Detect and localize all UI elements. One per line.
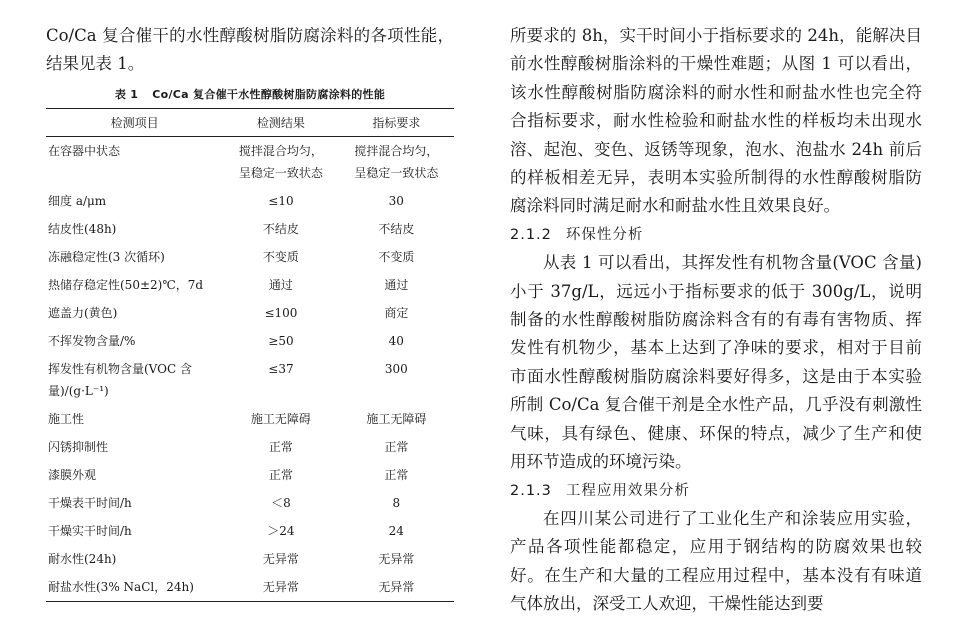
cell-item: 冻融稳定性(3 次循环) xyxy=(48,250,165,264)
cell-result: ≤10 xyxy=(268,194,294,208)
cell-result: ＜8 xyxy=(271,496,291,510)
table-row xyxy=(46,327,454,355)
table-row xyxy=(46,405,454,433)
table-row xyxy=(46,187,454,215)
cell-item: 在容器中状态 xyxy=(48,144,121,158)
table-row xyxy=(46,433,454,461)
cell-result: 不结皮 xyxy=(262,222,299,236)
cell-requirement: 24 xyxy=(388,524,404,538)
paragraph-application: 在四川某公司进行了工业化生产和涂装应用实验，产品各项性能都稳定，应用于钢结构的防腐效果也较好。在生产和大量的工程应用过程中，基本没有有味道气体放出，深受工人欢迎，干燥性能达到要 xyxy=(510,508,922,614)
cell-result: 正常 xyxy=(268,440,293,454)
section-title: 环保性分析 xyxy=(565,226,644,243)
cell-item: 干燥表干时间/h xyxy=(48,496,132,510)
cell-requirement: 通过 xyxy=(384,278,409,292)
cell-result: 正常 xyxy=(268,468,293,482)
table-row xyxy=(46,545,454,573)
cell-requirement: 300 xyxy=(384,362,408,376)
cell-requirement: 无异常 xyxy=(378,552,415,566)
cell-item: 挥发性有机物含量(VOC 含 量)/(g·L⁻¹) xyxy=(48,362,192,398)
cell-requirement: 30 xyxy=(388,194,404,208)
header-item: 检测项目 xyxy=(46,109,223,137)
paragraph-drying-water: 所要求的 8h，实干时间小于指标要求的 24h，能解决目前水性醇酸树脂涂料的干燥性难题；从图 1 可以看出，该水性醇酸树脂防腐涂料的耐水性和耐盐水性也完全符合指标要求，耐水性检验和耐盐水性的样板均未出现水溶、起泡、变色、返锈等现象，泡水、泡盐水 24h 前后的样板相差无异，表明本实验所制得的水性醇酸树脂防腐涂料同时满足耐水和耐盐水性且效果良好。 xyxy=(510,26,922,216)
header-result: 检测结果 xyxy=(223,109,338,137)
intro-paragraph: Co/Ca 复合催干的水性醇酸树脂防腐涂料的各项性能，结果见表 1。 xyxy=(46,26,454,73)
cell-requirement: 正常 xyxy=(384,440,409,454)
left-column xyxy=(46,22,454,602)
table-caption-text: Co/Ca 复合催干水性醇酸树脂防腐涂料的性能 xyxy=(152,88,386,101)
cell-result: ≤37 xyxy=(268,362,294,376)
cell-item: 耐盐水性(3% NaCl，24h) xyxy=(46,573,223,602)
table-row xyxy=(46,137,454,188)
table-row xyxy=(46,243,454,271)
section-heading-environmental xyxy=(510,221,922,249)
table-row xyxy=(46,489,454,517)
cell-requirement: 不结皮 xyxy=(378,222,415,236)
cell-requirement: 无异常 xyxy=(339,573,454,602)
table-caption-number: 表 1 xyxy=(114,88,139,101)
cell-result: ＞24 xyxy=(267,524,295,538)
cell-result: 搅拌混合均匀， 呈稳定一致状态 xyxy=(238,144,323,180)
right-column xyxy=(510,22,922,619)
table-row xyxy=(46,461,454,489)
cell-item: 漆膜外观 xyxy=(48,468,97,482)
section-heading-application xyxy=(510,477,922,505)
cell-requirement: 施工无障碍 xyxy=(366,412,427,426)
table-row xyxy=(46,517,454,545)
cell-item: 热储存稳定性(50±2)℃，7d xyxy=(48,278,204,292)
cell-result: 无异常 xyxy=(223,573,338,602)
cell-item: 不挥发物含量/% xyxy=(48,334,136,348)
cell-requirement: 正常 xyxy=(384,468,409,482)
cell-item: 细度 a/μm xyxy=(48,194,107,208)
table-caption xyxy=(46,86,454,102)
table-row xyxy=(46,299,454,327)
cell-result: 通过 xyxy=(268,278,293,292)
cell-requirement: 8 xyxy=(392,496,401,510)
paragraph-environmental: 从表 1 可以看出，其挥发性有机物含量(VOC 含量)小于 37g/L，远远小于指标要求的低于 300g/L，说明制备的水性醇酸树脂防腐涂料含有的有毒有害物质、挥发性有机物少，基本上达到了净味的要求，相对于目前市面水性醇酸树脂防腐涂料要好得多，这是由于本实验所制 Co/Ca 复合催干剂是全水性产品，几乎没有刺激性气味，具有绿色、健康、环保的特点，减少了生产和使用环节造成的环境污染。 xyxy=(510,253,922,472)
cell-result: 无异常 xyxy=(262,552,299,566)
header-requirement: 指标要求 xyxy=(339,109,454,137)
cell-item: 施工性 xyxy=(48,412,85,426)
cell-item: 遮盖力(黄色) xyxy=(48,306,118,320)
cell-item: 耐水性(24h) xyxy=(48,552,117,566)
cell-requirement: 不变质 xyxy=(378,250,415,264)
cell-result: ≤100 xyxy=(264,306,298,320)
cell-requirement: 40 xyxy=(388,334,404,348)
table-header-row xyxy=(46,109,454,137)
table-row xyxy=(46,573,454,602)
section-number: 2.1.2 xyxy=(510,226,552,243)
section-number: 2.1.3 xyxy=(510,482,552,499)
cell-item: 闪锈抑制性 xyxy=(48,440,109,454)
cell-result: 施工无障碍 xyxy=(250,412,311,426)
cell-item: 结皮性(48h) xyxy=(48,222,117,236)
cell-requirement: 搅拌混合均匀， 呈稳定一致状态 xyxy=(354,144,439,180)
table-row xyxy=(46,271,454,299)
table-row xyxy=(46,355,454,405)
table-row xyxy=(46,215,454,243)
properties-table xyxy=(46,108,454,602)
table-body xyxy=(46,137,454,602)
section-title: 工程应用效果分析 xyxy=(565,482,690,499)
cell-result: ≥50 xyxy=(268,334,294,348)
cell-result: 不变质 xyxy=(262,250,299,264)
cell-item: 干燥实干时间/h xyxy=(48,524,132,538)
cell-requirement: 商定 xyxy=(384,306,409,320)
